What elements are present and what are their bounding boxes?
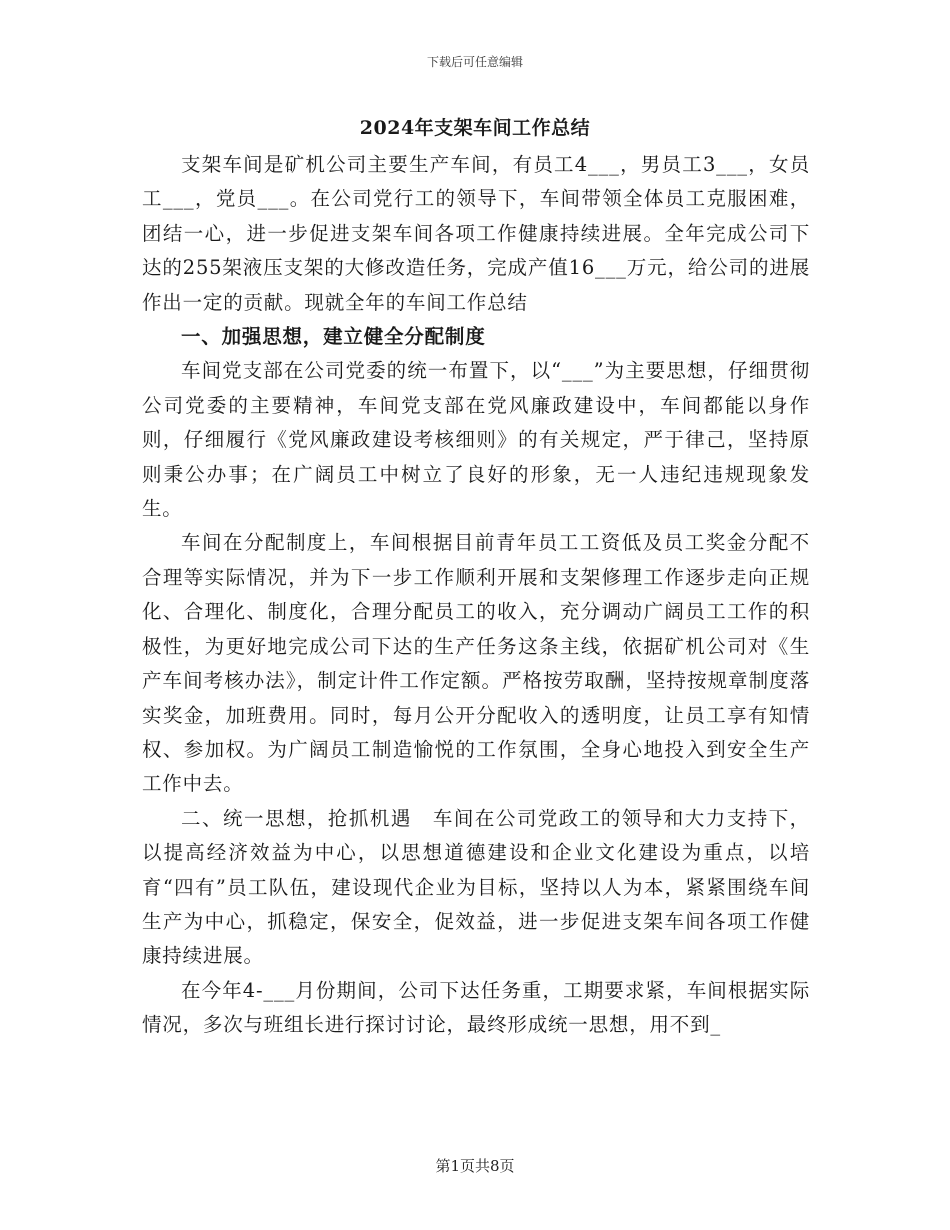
section-heading-1: 一、加强思想，建立健全分配制度 [181,325,486,349]
page-header: 下载后可任意编辑 [426,55,523,69]
section-2-paragraph: 二、统一思想，抢抓机遇 车间在公司党政工的领导和大力支持下，以提高经济效益为中心，以思想道德建设和企业文化建设为重点，以培育“四有”员工队伍，建设现代企业为目标，坚持以人为本，紧紧围绕车间生产为中心，抓稳定，保安全，促效益，进一步促进支架车间各项工作健康持续进展。 [142,806,810,968]
document-body [142,148,810,1043]
intro-paragraph: 支架车间是矿机公司主要生产车间，有员工4___，男员工3___，女员工___，党员___。在公司党行工的领导下，车间带领全体员工克服困难，团结一心，进一步促进支架车间各项工作健康持续进展。全年完成公司下达的255架液压支架的大修改造任务，完成产值16___万元，给公司的进展作出一定的贡献。现就全年的车间工作总结 [142,153,810,314]
document-title: 2024年支架车间工作总结 [359,117,591,139]
schedule-paragraph: 在今年4-___月份期间，公司下达任务重，工期要求紧，车间根据实际情况，多次与班组长进行探讨讨论，最终形成统一思想，用不到_ [142,978,810,1037]
party-branch-paragraph: 车间党支部在公司党委的统一布置下，以“___”为主要思想，仔细贯彻公司党委的主要精神，车间党支部在党风廉政建设中，车间都能以身作则，仔细履行《党风廉政建设考核细则》的有关规定，严于律己，坚持原则秉公办事；在广阔员工中树立了良好的形象，无一人违纪违规现象发生。 [142,359,810,521]
page-footer: 第1页共8页 [435,1157,515,1175]
distribution-system-paragraph: 车间在分配制度上，车间根据目前青年员工工资低及员工奖金分配不合理等实际情况，并为下一步工作顺利开展和支架修理工作逐步走向正规化、合理化、制度化，合理分配员工的收入，充分调动广阔员工工作的积极性，为更好地完成公司下达的生产任务这条主线，依据矿机公司对《生产车间考核办法》，制定计件工作定额。严格按劳取酬，坚持按规章制度落实奖金，加班费用。同时，每月公开分配收入的透明度，让员工享有知情权、参加权。为广阔员工制造愉悦的工作氛围，全身心地投入到安全生产工作中去。 [142,531,810,796]
